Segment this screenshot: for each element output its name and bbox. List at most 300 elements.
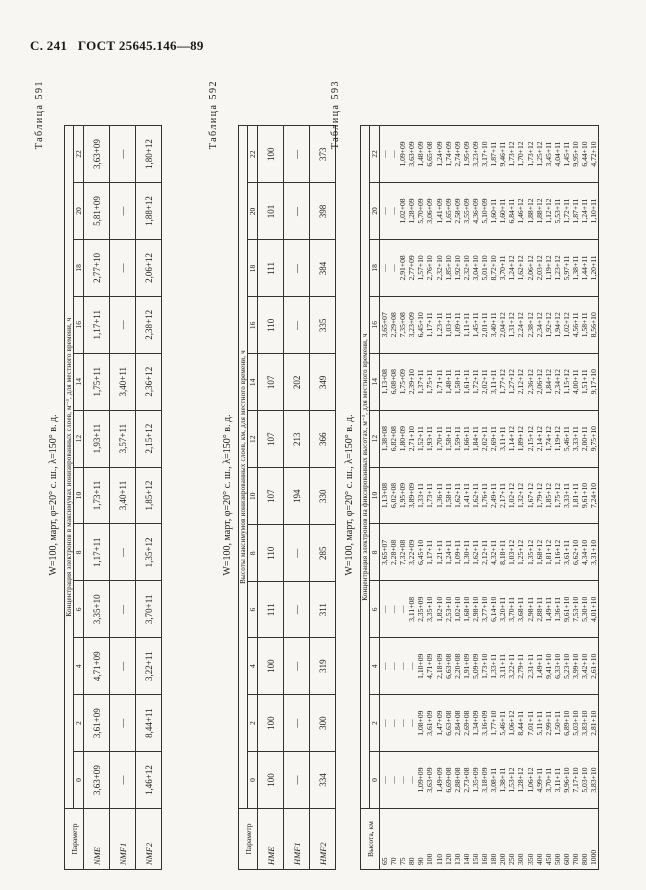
value-cell: — <box>110 239 136 296</box>
value-cell: 1,49+11 <box>543 596 553 622</box>
value-cell: 1,23+11 <box>434 312 444 338</box>
value-cell: 2,98+10 <box>470 596 480 622</box>
value-cell: — <box>398 719 408 727</box>
value-cell: 1,75+12 <box>552 482 562 509</box>
value-cell: 349 <box>310 354 336 411</box>
page-header <box>30 38 204 54</box>
value-cell: 6,02+08 <box>389 482 399 509</box>
value-cell: 300 <box>310 695 336 752</box>
value-cell: 1,95+09 <box>398 482 408 509</box>
sub-caption: Высоты максимумов ионизированных слоев, км, для местного времени, ч <box>239 126 248 809</box>
value-cell: 1,33+11 <box>489 653 499 679</box>
value-cell: 1,09+11 <box>452 539 462 565</box>
value-cell: 1,84+12 <box>543 369 553 395</box>
value-cell: 6,14+10 <box>489 596 499 622</box>
value-cell: 1,61+11 <box>461 369 471 395</box>
value-cell: 1,65+09 <box>443 198 453 224</box>
value-cell: 1,41+11 <box>461 483 471 508</box>
value-cell: — <box>110 126 136 183</box>
time-header: 8 <box>74 524 84 581</box>
value-cell: 311 <box>310 582 336 638</box>
value-cell: 1,24+11 <box>443 539 453 565</box>
value-cell: 1,88+12 <box>525 198 535 224</box>
value-cell: 1,59+11 <box>452 426 462 452</box>
value-cell: 5,81+09 <box>84 183 110 240</box>
table-label: Таблица 593 <box>330 80 341 150</box>
value-cell: 2,77+10 <box>84 239 110 296</box>
time-header: 12 <box>370 410 380 467</box>
value-cell: 2,14+12 <box>534 426 544 452</box>
value-cell: 1,67+12 <box>525 482 535 509</box>
value-cell: 1,62+11 <box>470 483 480 508</box>
value-cell: 1,73+12 <box>507 141 517 167</box>
value-cell: 1,95+09 <box>461 141 471 167</box>
value-cell: 1,36+11 <box>552 596 562 622</box>
value-cell: 3,11+11 <box>498 653 508 679</box>
value-cell: — <box>110 581 136 638</box>
height-value: 90 <box>416 857 426 865</box>
value-cell: 2,24+12 <box>516 312 526 338</box>
value-cell: — <box>407 662 417 671</box>
height-value: 160 <box>480 853 490 865</box>
value-cell: 1,75+09 <box>398 369 408 395</box>
value-cell: 1,08+09 <box>416 710 426 736</box>
param-header: Параметр <box>65 809 84 870</box>
time-header: 0 <box>248 752 258 809</box>
value-cell: 1,84+11 <box>470 426 480 452</box>
value-cell: 1,24+11 <box>580 198 590 224</box>
param-name: HMF2 <box>310 809 336 870</box>
value-cell: — <box>389 662 399 671</box>
value-cell: 9,61+10 <box>561 596 571 622</box>
value-cell: — <box>284 695 310 752</box>
value-cell: 1,06+12 <box>507 710 517 736</box>
value-cell: 4,56+11 <box>570 312 580 338</box>
value-cell: 3,33+11 <box>561 483 571 508</box>
value-cell: 4,04+11 <box>552 141 562 167</box>
value-cell: 4,34+10 <box>580 539 590 566</box>
value-cell: 2,76+10 <box>425 255 435 281</box>
value-cell: — <box>110 638 136 695</box>
time-header: 20 <box>248 183 258 240</box>
value-cell: 2,91+08 <box>398 255 408 281</box>
value-cell: — <box>284 582 310 638</box>
value-cell: 1,76+11 <box>480 483 490 508</box>
time-header: 20 <box>74 183 84 240</box>
value-cell: 2,98+11 <box>525 596 535 622</box>
value-cell: 398 <box>310 183 336 240</box>
value-cell: 1,02+08 <box>398 198 408 224</box>
value-cell: — <box>398 776 408 784</box>
value-cell: — <box>380 264 389 272</box>
value-cell: 100 <box>258 126 284 184</box>
value-cell: 285 <box>310 525 336 582</box>
height-value: 600 <box>561 853 571 865</box>
value-cell: 1,24+09 <box>434 141 444 167</box>
value-cell: 2,49+11 <box>489 483 499 508</box>
value-cell: 2,01+11 <box>480 312 490 338</box>
height-value: 100 <box>425 853 435 865</box>
value-cell: 1,32+12 <box>516 482 526 509</box>
value-cell: 3,22+11 <box>507 653 517 679</box>
value-cell: 1,53+12 <box>507 767 517 793</box>
value-cell: 1,60+11 <box>498 198 508 224</box>
value-cell: — <box>389 264 399 272</box>
value-cell: 100 <box>258 638 284 695</box>
value-cell: 3,68+11 <box>516 596 526 622</box>
height-value: 200 <box>498 853 508 865</box>
param-name: NMF2 <box>136 809 162 870</box>
value-cell: 1,88+12 <box>136 183 162 240</box>
value-cell: — <box>284 240 310 297</box>
value-cell: 3,22+11 <box>136 638 162 695</box>
value-cell: 2,31+11 <box>525 653 535 679</box>
value-cell: 110 <box>258 297 284 354</box>
value-cell: 1,68+10 <box>461 596 471 622</box>
value-cell: 2,38+12 <box>525 312 535 338</box>
value-cell: 3,63+09 <box>84 752 110 809</box>
value-cell: 1,17+11 <box>84 524 110 581</box>
value-cell: 1,66+11 <box>461 426 471 452</box>
value-cell: 5,03+10 <box>580 767 590 793</box>
value-cell: 1,09+09 <box>416 767 426 793</box>
value-cell: 1,17+11 <box>425 539 435 565</box>
value-cell: 7,24+10 <box>589 482 599 509</box>
sub-caption: Концентрация электронов на фиксированных высотах, м⁻³, для местного времени, ч <box>361 126 370 809</box>
value-cell: 3,61+11 <box>561 539 571 565</box>
value-cell: 1,25+12 <box>534 141 544 167</box>
value-cell: 1,58+11 <box>580 312 590 338</box>
height-value: 700 <box>570 853 580 865</box>
value-cell: 2,81+10 <box>589 710 599 736</box>
value-cell: 5,70+09 <box>416 198 426 224</box>
value-cell: — <box>380 776 389 784</box>
table-row <box>258 126 284 870</box>
value-cell: 1,03+12 <box>507 539 517 566</box>
value-cell: — <box>284 126 310 184</box>
value-cell: 3,70+11 <box>136 581 162 638</box>
value-cell: 3,83+10 <box>589 767 599 793</box>
value-cell: 2,79+11 <box>516 653 526 679</box>
value-cell: 1,36+11 <box>434 483 444 508</box>
value-column <box>380 695 599 752</box>
value-cell: 2,74+09 <box>452 141 462 167</box>
value-cell: 2,15+12 <box>525 426 535 452</box>
value-cell: 2,12+12 <box>516 369 526 395</box>
value-column <box>380 467 599 524</box>
value-cell: 1,45+11 <box>470 312 480 338</box>
value-cell: 2,03+12 <box>534 255 544 281</box>
time-header: 14 <box>370 353 380 410</box>
value-cell: 1,70+11 <box>434 426 444 452</box>
table-caption: W=100, март, φ=20° с. ш., λ=150° в. д. <box>48 414 59 576</box>
height-value: 350 <box>525 853 535 865</box>
value-cell: 1,03+11 <box>443 312 453 338</box>
time-header: 22 <box>248 126 258 184</box>
value-cell: 2,58+09 <box>452 198 462 224</box>
value-cell: 2,00+11 <box>580 426 590 452</box>
height-value: 300 <box>516 853 526 865</box>
height-value: 180 <box>489 853 499 865</box>
height-header: Высота, км <box>361 809 380 870</box>
value-cell: 6,08+08 <box>389 369 399 395</box>
value-cell: 1,94+12 <box>552 312 562 338</box>
value-cell: 107 <box>258 468 284 525</box>
value-cell: 1,57+10 <box>416 255 426 281</box>
value-cell: 2,34+12 <box>552 369 562 395</box>
height-value: 800 <box>580 853 590 865</box>
time-header: 20 <box>370 183 380 240</box>
value-cell: 9,96+10 <box>561 767 571 793</box>
value-cell: 2,53+10 <box>443 596 453 622</box>
value-cell: 1,23+12 <box>552 255 562 281</box>
value-cell: 3,08+11 <box>489 767 499 793</box>
value-cell: 107 <box>258 411 284 468</box>
value-cell: 213 <box>284 411 310 468</box>
value-cell: 1,37+11 <box>416 369 426 395</box>
value-cell: 6,45+10 <box>416 312 426 338</box>
value-cell: 9,46+11 <box>498 141 508 167</box>
value-cell: 8,56+10 <box>589 312 599 338</box>
value-cell: 1,60+11 <box>489 198 499 224</box>
value-cell: — <box>284 525 310 582</box>
value-cell: 107 <box>258 354 284 411</box>
value-cell: 1,49+09 <box>434 767 444 793</box>
value-cell: 3,20+11 <box>498 596 508 622</box>
value-cell: 1,13+08 <box>380 369 389 395</box>
value-cell: 1,72+11 <box>470 369 480 395</box>
height-value: 75 <box>398 857 408 865</box>
value-cell: 6,84+11 <box>507 198 517 224</box>
value-cell: 1,35+09 <box>470 767 480 793</box>
value-cell: 5,01+10 <box>480 255 490 281</box>
value-cell: 3,77+10 <box>480 596 490 622</box>
value-cell: 8,44+11 <box>136 695 162 752</box>
value-cell: 4,72+10 <box>589 141 599 167</box>
height-value: 140 <box>461 853 471 865</box>
time-header: 16 <box>370 296 380 353</box>
value-cell: 1,77+12 <box>498 369 508 395</box>
rotated-tables <box>30 80 620 870</box>
table-row <box>310 126 336 870</box>
value-cell: 3,99+10 <box>570 653 580 679</box>
value-cell: 1,17+11 <box>84 296 110 353</box>
time-header: 18 <box>74 239 84 296</box>
table-body <box>258 126 336 870</box>
value-cell: — <box>398 662 408 671</box>
value-cell: 3,83+10 <box>580 710 590 736</box>
value-cell: 6,45+10 <box>416 539 426 566</box>
value-cell: 3,63+09 <box>425 767 435 793</box>
value-cell: 3,89+09 <box>407 482 417 509</box>
value-cell: 384 <box>310 240 336 297</box>
value-cell: 1,70+12 <box>516 141 526 167</box>
value-cell: 3,35+10 <box>84 581 110 638</box>
value-cell: 2,18+09 <box>434 653 444 679</box>
value-cell: 4,71+09 <box>84 638 110 695</box>
value-cell: 334 <box>310 752 336 809</box>
value-cell: 2,38+12 <box>136 296 162 353</box>
table-caption: W=100, март, φ=20° с. ш., λ=150° в. д. <box>222 414 233 576</box>
value-cell: 1,16+12 <box>552 539 562 566</box>
value-cell: 1,73+11 <box>84 467 110 524</box>
value-cell: 1,92+12 <box>543 312 553 338</box>
value-cell: 1,28+12 <box>516 767 526 793</box>
value-cell: — <box>389 605 399 614</box>
value-cell: 1,77+10 <box>489 710 499 736</box>
value-column <box>380 239 599 296</box>
time-header: 2 <box>248 695 258 752</box>
value-cell: 1,62+12 <box>516 255 526 281</box>
value-cell: 6,89+10 <box>561 710 571 736</box>
value-cell: 3,61+09 <box>84 695 110 752</box>
value-cell: 6,63+08 <box>443 710 453 736</box>
time-header: 8 <box>248 525 258 582</box>
value-cell: 335 <box>310 297 336 354</box>
value-cell: 1,41+09 <box>434 198 444 224</box>
value-cell: 194 <box>284 468 310 525</box>
param-name: NMF1 <box>110 809 136 870</box>
value-cell: 1,85+12 <box>136 467 162 524</box>
time-header: 4 <box>74 638 84 695</box>
time-header: 16 <box>74 296 84 353</box>
value-cell: — <box>284 638 310 695</box>
value-cell: 3,40+11 <box>489 312 499 338</box>
value-cell: 1,62+11 <box>452 483 462 508</box>
time-header: 4 <box>370 638 380 695</box>
value-cell: 1,81+12 <box>543 539 553 566</box>
value-cell: 1,75+11 <box>84 353 110 410</box>
time-header: 2 <box>370 695 380 752</box>
value-cell: 1,85+12 <box>543 482 553 509</box>
value-cell: 2,61+10 <box>589 653 599 679</box>
value-cell: 2,02+11 <box>480 426 490 452</box>
value-cell: 2,35+09 <box>416 596 426 622</box>
table-row <box>136 126 162 870</box>
value-cell: 1,10+11 <box>589 198 599 224</box>
value-cell: 1,87+11 <box>570 198 580 224</box>
value-cell: 1,93+11 <box>84 410 110 467</box>
value-cell: 1,21+11 <box>434 539 444 565</box>
value-cell: 7,32+08 <box>398 539 408 566</box>
value-cell: 1,06+12 <box>525 767 535 793</box>
value-cell: 2,06+12 <box>136 239 162 296</box>
value-cell: 4,99+11 <box>534 767 544 793</box>
time-header: 22 <box>74 126 84 183</box>
value-cell: 3,11+11 <box>552 767 562 793</box>
value-cell: 111 <box>258 240 284 297</box>
standard-code: ГОСТ 25645.146—89 <box>77 38 204 53</box>
value-cell: 1,75+11 <box>425 369 435 395</box>
value-cell: 1,24+12 <box>507 255 517 281</box>
value-cell: — <box>389 207 399 215</box>
time-header: 10 <box>248 468 258 525</box>
value-cell: 1,87+11 <box>489 141 499 167</box>
value-cell: 373 <box>310 126 336 184</box>
value-cell: 1,09+09 <box>398 141 408 167</box>
time-header: 14 <box>74 353 84 410</box>
value-cell: 2,02+11 <box>480 369 490 395</box>
value-cell: 111 <box>258 582 284 638</box>
value-cell: 2,39+10 <box>407 369 417 395</box>
value-cell: 2,29+08 <box>389 312 399 338</box>
value-cell: — <box>389 719 399 727</box>
value-cell: 330 <box>310 468 336 525</box>
value-cell: 1,92+10 <box>452 255 462 281</box>
value-cell: 1,35+12 <box>525 539 535 566</box>
value-cell: 1,33+11 <box>416 483 426 508</box>
value-cell: 1,51+11 <box>580 369 590 395</box>
value-cell: 3,42+10 <box>580 653 590 679</box>
time-header: 10 <box>370 467 380 524</box>
value-cell: 1,73+11 <box>425 483 435 508</box>
value-cell: 2,32+10 <box>434 255 444 281</box>
value-cell: 6,63+08 <box>443 653 453 679</box>
value-cell: 2,71+10 <box>407 426 417 452</box>
value-cell: 1,02+12 <box>507 482 517 509</box>
time-header: 4 <box>248 638 258 695</box>
value-cell: 2,88+11 <box>534 596 544 622</box>
value-cell: 202 <box>284 354 310 411</box>
value-cell: 9,61+10 <box>580 482 590 509</box>
time-header: 0 <box>74 752 84 809</box>
value-cell: 4,32+11 <box>489 539 499 565</box>
height-value: 1000 <box>589 849 599 865</box>
value-column <box>380 126 599 183</box>
value-cell: 2,17+11 <box>498 483 508 508</box>
value-cell: 8,44+11 <box>516 710 526 736</box>
value-cell: 5,11+11 <box>534 710 544 736</box>
param-header: Параметр <box>239 809 258 870</box>
value-cell: — <box>407 719 417 727</box>
value-cell: 1,81+11 <box>570 483 580 508</box>
value-column <box>380 752 599 809</box>
value-cell: 4,71+09 <box>425 653 435 679</box>
value-cell: — <box>389 776 399 784</box>
value-cell: 1,52+11 <box>416 426 426 452</box>
value-cell: 5,23+10 <box>561 653 571 679</box>
param-name: HME <box>258 809 284 870</box>
table-592-grid <box>238 125 336 870</box>
value-cell: 1,62+11 <box>470 539 480 565</box>
value-cell: 1,19+12 <box>543 255 553 281</box>
value-cell: — <box>407 776 417 784</box>
value-cell: 6,69+08 <box>443 767 453 793</box>
value-cell: — <box>380 719 389 727</box>
table-row <box>380 126 599 870</box>
value-cell: 1,73+10 <box>480 653 490 679</box>
height-value: 120 <box>443 853 453 865</box>
value-cell: 6,44+10 <box>580 141 590 167</box>
time-header: 6 <box>248 582 258 638</box>
value-cell: 1,80+09 <box>398 426 408 452</box>
value-column <box>380 296 599 353</box>
value-cell: 4,36+09 <box>470 198 480 224</box>
value-cell: 1,13+08 <box>380 482 389 509</box>
param-name: NME <box>84 809 110 870</box>
time-header: 16 <box>248 297 258 354</box>
height-value: 450 <box>543 853 553 865</box>
time-header: 18 <box>248 240 258 297</box>
value-cell: 1,17+11 <box>425 312 435 338</box>
value-cell: 100 <box>258 752 284 809</box>
table-label: Таблица 591 <box>34 80 45 150</box>
value-cell: 3,65+07 <box>380 312 389 338</box>
value-cell: 1,35+12 <box>136 524 162 581</box>
value-cell: 1,47+09 <box>434 710 444 736</box>
value-cell: 3,17+10 <box>480 141 490 167</box>
value-cell: 1,88+12 <box>534 198 544 224</box>
